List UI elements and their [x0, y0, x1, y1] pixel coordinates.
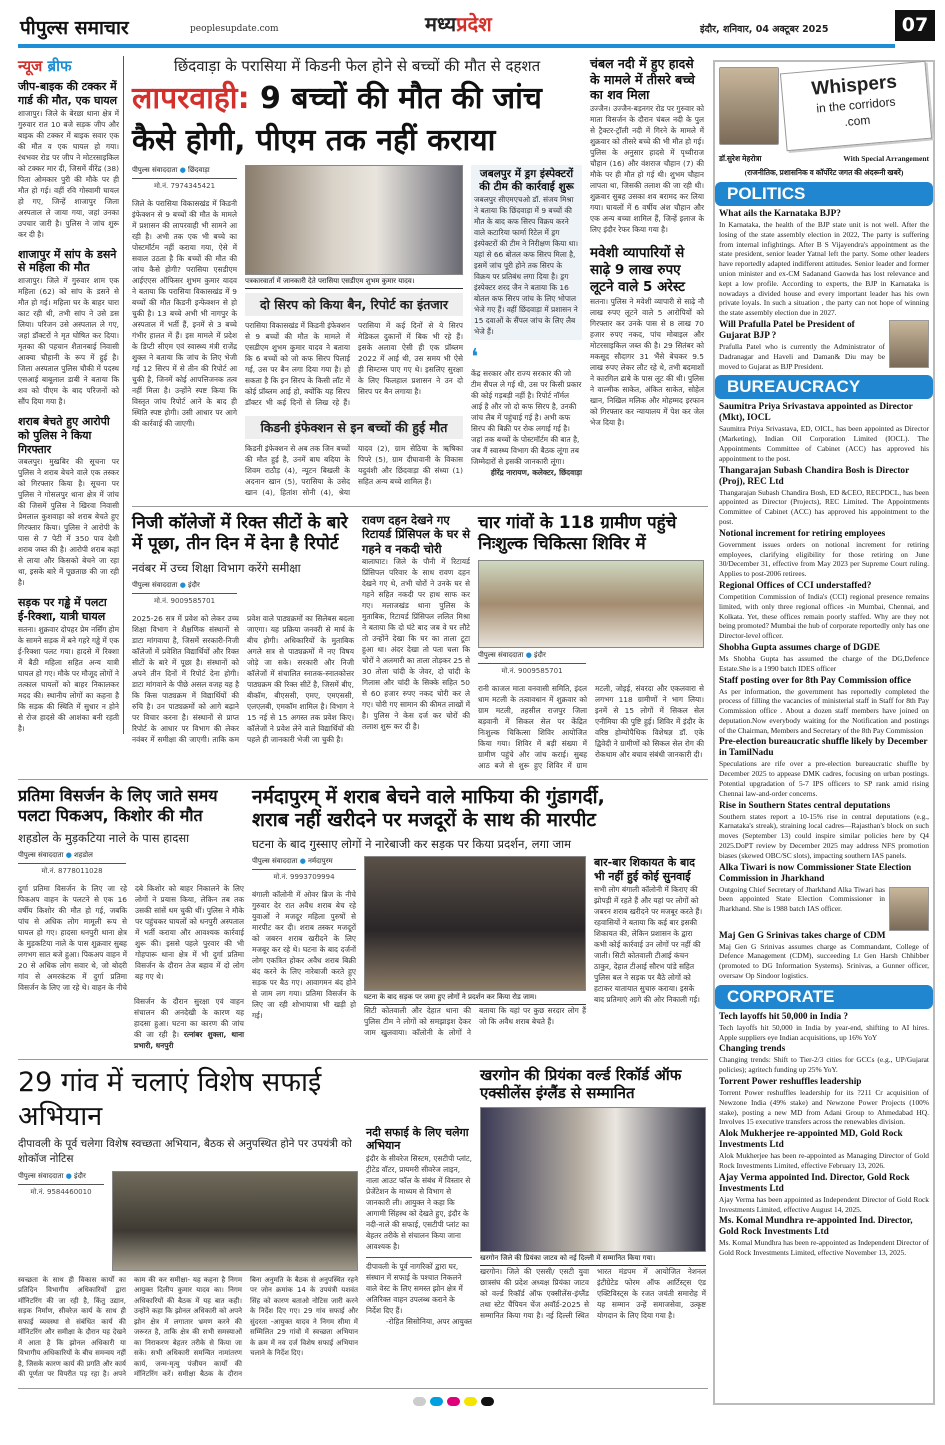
top-right-block [132, 56, 708, 771]
brief-body: जबलपुर। मुखबिर की सूचना पर पुलिस ने शराब बेचने वाले एक तस्कर को गिरफ्तार किया है। सूचना पर पुलिस ने गोसलपुर थाना क्षेत्र में जांच की जिसमें पुलिस ने खिरवा निवासी प्रेमलाल कुशवाहा को शराब बेचते हुए गिरफ्तार किया। पुलिस ने आरोपी के पास से 7 पेटी में 350 पाव देशी शराब जब्त की है। आरोपी शराब कहां से लाया और किसको बेचने जा रहा था, इसके बारे में पूछताछ की जा रही है। [18, 457, 119, 588]
pickup-body: दुर्गा प्रतिमा विसर्जन के लिए जा रहे पिकअप वाहन के पलटने से एक 16 वर्षीय किशोर की मौत हो गई, जबकि पांच से अधिक लोग मामूली रूप से घायल हो गए। हादसा धनपुरी थाना क्षेत्र के मुड़कटिया नाले के पास शुक्रवार सुबह लगभग सात बजे हुआ। पिकअप वाहन में 20 से अधिक लोग सवार थे, जो बोदरी गांव से अमरकंटक में दुर्गा प्रतिमा विसर्जन के लिए जा रहे थे। वाहन के नीचे दबे किशोर को बाहर निकालने के लिए लोगों ने प्रयास किया, लेकिन तब तक उसकी सांसें थम चुकी थीं। पुलिस ने मौके पर पहुंचकर घायलों को धनपुरी अस्पताल में भर्ती कराया और आवश्यक कार्रवाई शुरू की। इससे पहले पुरवार की भी गोहपारू थाना क्षेत्र में भी दुर्गा प्रतिमा विसर्जन के दौरान तेज बहाव में दो लोग बह गए थे। [18, 883, 244, 992]
theft-body: बालाघाट। जिले के पौनी में रिटायर्ड प्रिंसिपल परिवार के साथ रावण दहन देखने गए थे, तभी चोरों ने उनके घर से गहने सहित नकदी पर हाथ साफ कर गए। मलाजखंड थाना पुलिस के मुताबिक, रिटायर्ड प्रिंसिपल ललित मिश्रा ने बताया कि दो घंटे बाद जब वे घर लौटे तो उन्होंने देखा कि घर का ताला टूटा हुआ था। अंदर देखा तो पता चला कि चोरों ने अलमारी का ताला तोड़कर 25 से 30 तोला चांदी के जेवर, दो चांदी के गिलास और चांदी के सिक्के सहित 50 से 60 हजार रुपए नकद चोरी कर ले गए। चोरी गए सामान की कीमत लाखों में है। पुलिस ने केस दर्ज कर चोरों की तलाश शुरू कर दी है। [362, 557, 470, 732]
item-body: Government issues orders on notional increment for retiring employees, clarifying eligibility for those retiring on June 30/December 31, effective from May 2023 per Supreme Court ruling. Applies to post-2006 retirees. [719, 539, 929, 579]
item-title: Torrent Power reshuffles leadership [719, 1077, 862, 1088]
masthead [0, 0, 945, 52]
clean-byline-block [18, 1171, 104, 1204]
footer-rule [18, 1388, 708, 1389]
byline [132, 580, 237, 594]
theft-story [362, 513, 470, 732]
whispers-panel [713, 60, 935, 1405]
item-body: Alok Mukherjee has been re-appointed as Managing Director of Gold Rock Investments Limited, effective February 13, 2026. [719, 1151, 929, 1171]
narmada-center [364, 856, 586, 1038]
section-politics: POLITICS [715, 182, 933, 206]
brief-title: शराब बेचते हुए आरोपी को पुलिस ने किया गिरफ्तार [18, 415, 110, 456]
registration-marks [18, 1397, 708, 1406]
quote-attribution: -रोहित सिसोनिया, अपर आयुक्त [386, 1317, 472, 1326]
award-photo [480, 1107, 706, 1252]
item-title: Alka Tiwari is now Commissioner State Election Commission in Jharkhand [719, 862, 912, 884]
narmada-body: बंगाली कॉलोनी में ओवर ब्रिज के नीचे गुरुवार देर रात अवैध शराब बेच रहे युवाओं ने मजदूर महिला पुरुषों से मारपीट कर दी। शराब तस्कर मजदूरों को जबरन शराब खरीदने के लिए मजबूर कर रहे थे। घटना के बाद दर्जनों लोग एकत्रित होकर अवैध शराब बिक्री बंद करने के लिए नारेबाजी करते हुए सड़क पर बैठ गए। आवागमन बंद होने से जाम लग गया। प्रतिमा विसर्जन के लिए जा रही शोभायात्रा भी खड़ी हो गई। [252, 890, 356, 1020]
website-url[interactable]: peoplesupdate.com [190, 24, 279, 34]
chambal-body: उज्जैन। उज्जैन-बड़नगर रोड पर गुरुवार को माता विसर्जन के दौरान चंबल नदी के पुल से ट्रैक्टर-ट्रॉली नदी में गिरने के मामले में शुक्रवार को तीसरे बच्चे की भी मौत हो गई। पुलिस के अनुसार हादसे में पृथ्वीराज चौहान (16) और वंशराज चौहान (7) की मौके पर ही मौत हो गई थी। शुभम चौहान लापता था, जिसकी तलाश की जा रही थी। शुक्रवार सुबह उसका शव बरामद कर लिया गया। घायलों में 6 वर्षीय अंश चौहान और एक अन्य बच्चा शामिल हैं, जिन्हें इलाज के लिए इंदौर रेफर किया गया है। [590, 103, 704, 234]
item-title: Rise in Southern States central deputations [719, 800, 891, 811]
robbery-body: सतना। पुलिस ने मवेशी व्यापारी से साढ़े नौ लाख रुपए लूटने वाले 5 आरोपियों को गिरफ्तार कर उनके पास से 8 लाख 70 हजार रुपए नकद, पांच मोबाइल और मोटरसाइकिल जब्त की है। 29 सितंबर को मकसूद सौदागर 31 भैंसे बेचकर 9.5 लाख रुपए लेकर लौट रहे थे, तभी बदमाशों ने कारगिल ढाबे के पास लूट की थी। पुलिस ने वाल्मीक साकेत, अंकित साकेत, सोहेल खान, निखिल मलिक और मोहम्मद इरफान को गिरफ्तार कर न्यायालय में पेश कर जेल भेज दिया है। [590, 296, 704, 427]
photo-caption: पत्रकारवार्ता में जानकारी देते परासिया एसडीएम शुभम कुमार यादव। [245, 275, 463, 289]
author-row [719, 153, 929, 164]
narmadapuram-story [252, 786, 708, 1039]
byline-name: पीपुल्स संवाददाता [132, 166, 178, 174]
dot-icon: ● [179, 166, 186, 174]
college-subtitle: नवंबर में उच्च शिक्षा विभाग करेंगे समीक्षा [132, 560, 301, 575]
lead-headline-line1 [132, 80, 582, 118]
byline-place: नर्मदापुरम [308, 857, 333, 865]
item-body: Maj Gen G Srinivas assumes charge as Commandant, College of Defence Management (CDM), succeeding Lt Gen Harsh Chhibber (promoted to DG Information Systems). Srinivas, a Gunner officer, oversaw Op Sindoor logistics. [719, 941, 929, 981]
cyan-mark [430, 1397, 443, 1406]
clean-head-row [18, 1171, 358, 1271]
narmada-sidebar [594, 856, 704, 1005]
pickup-title: प्रतिमा विसर्जन के लिए जाते समय पलटा पिकअप, किशोर की मौत [18, 785, 218, 825]
row-four [18, 1059, 708, 1380]
narmada-title-2: शराब नहीं खरीदने पर मजदूरों के साथ की मारपीट [252, 809, 596, 832]
item-body: Saumitra Priya Srivastava, ED, OICL, has been appointed as Director (Marketing), Indian Oil Corporation Limited (IOCL). The Appointments Committee of Cabinet (ACC) has approved his appointment to the post. [719, 424, 929, 463]
byline-place: इंदौर [74, 1171, 86, 1180]
author-name: डॉ.सुरेश मेहरोत्रा [719, 154, 762, 163]
mobile-number: मो.नं. 8778011028 [41, 866, 103, 875]
camp-photo [478, 560, 704, 648]
item-body: Ms. Komal Mundhra has been re-appointed as Independent Director of Gold Rock Investments Limited, effective November 13, 2025. [719, 1238, 929, 1258]
drug-inspector-title: जबलपुर में ड्रग इंस्पेक्टरों की टीम की कार्रवाई शुरू [479, 168, 574, 194]
item-body: Prafulla Patel who is currently the Administrator of Dadranagar and Haveli and Daman& Diu may be moved to Gujarat as BJP President. [719, 341, 885, 371]
section-corporate: CORPORATE [715, 985, 933, 1009]
item-body: Ms Shobha Gupta has assumed the charge of the DG,Defence Estate.She is a 1990 batch IDES officer [719, 653, 929, 673]
pickup-subtitle: शहडोल के मुड़कटिया नाले के पास हादसा [18, 830, 190, 845]
item-title: Notional increment for retiring employees [719, 528, 886, 539]
narmada-col-1 [252, 856, 356, 1021]
black-mark [481, 1397, 494, 1406]
theft-title: रावण दहन देखने गए रिटायर्ड प्रिंसिपल के घर से गहने व नकदी चोरी [362, 513, 471, 556]
lead-headline-red: लापरवाही: [132, 81, 250, 116]
byline-place: इंदौर [188, 580, 200, 589]
chambal-title: चंबल नदी में हुए हादसे के मामले में तीसरे बच्चे का शव मिला [590, 56, 695, 103]
item-title: Changing trends [719, 1044, 786, 1055]
lead-story [132, 56, 582, 498]
item-body: Speculations are rife over a pre-election bureaucratic shuffle by December 2025 to appease DMK cadres, focusing on urban postings. Potential upgradation of 5-7 IPS officers to SP rank amid rising Chennai law-and-order concerns. [719, 759, 929, 798]
section-title-b: प्रदेश [456, 12, 492, 36]
masthead-rule [18, 44, 895, 48]
top-block [18, 56, 708, 771]
photo-caption: खरगोन जिले की प्रियंका जाटव को नई दिल्ली में सम्मानित किया गया। [480, 1252, 706, 1266]
lead-body: जिले के परासिया विकासखंड में किडनी इंफेक्शन से 9 बच्चों की मौत के मामले में प्रशासन की लापरवाही भी सामने आ रही है। अभी तक एक भी बच्चे का पोस्टमॉर्टम नहीं कराया गया, ऐसे में सवाल उठता है कि बच्चों की मौत की जांच कैसे होगी? परासिया एसडीएम आईएएस ऑफिसर शुभम कुमार यादव ने बताया कि परासिया विकासखंड में 9 बच्चों की मौत किडनी इन्फेक्शन से हो चुकी है। 13 बच्चे अभी भी नागपुर के अस्पताल में भर्ती हैं, इनमें से 3 बच्चे गंभीर हालत में हैं। इस मामले में प्रदेश के डिप्टी सीएम एवं स्वास्थ्य मंत्री राजेंद्र शुक्ल ने बताया कि जांच के लिए भेजी गई 12 सिरप में से तीन की रिपोर्ट आ चुकी है, जिनमें कोई आपत्तिजनक तत्व नहीं मिला है। उन्होंने स्पष्ट किया कि विस्तृत जांच रिपोर्ट आने के बाद ही स्थिति स्पष्ट होगी। उसी आधार पर आगे की कार्रवाई की जाएगी। [132, 199, 237, 428]
page-number: 07 [895, 10, 935, 41]
item-title: Maj Gen G Srinivas takes charge of CDM [719, 930, 886, 941]
khargone-title: खरगोन की प्रियंका वर्ल्ड रिकॉर्ड ऑफ एक्सीलेंस इंग्लैंड से सम्मानित [480, 1065, 682, 1103]
brand-2: in the corridors [815, 94, 897, 116]
magenta-mark [447, 1397, 460, 1406]
byline-place: छिंदवाड़ा [188, 166, 210, 174]
gray-mark [413, 1397, 426, 1406]
clean-quote [366, 1257, 472, 1327]
label-b: ब्रीफ [47, 57, 72, 75]
item-title: Pre-election bureaucratic shuffle likely by December in TamilNadu [719, 737, 928, 759]
narmada-columns [252, 856, 708, 1038]
item-title: Alok Mukherjee re-appointed MD, Gold Rock Investments Ltd [719, 1129, 903, 1151]
item-body: Torrent Power reshuffles leadership for its ?211 Cr acquisition of Newzone India (49% stake) and Newzone Power Projects (100% stake), posting a new MD from Adani Group to Ahmedabad HQ. Involves 15 executive transfers across the renewables division. [719, 1088, 929, 1127]
byline [252, 856, 356, 870]
clean-subtitle: दीपावली के पूर्व चलेगा विशेष स्वच्छता अभियान, बैठक से अनुपस्थित होने पर उपयंत्री को शोकॉज नोटिस [18, 1137, 352, 1165]
khargone-story [480, 1066, 706, 1322]
byline-name: पीपुल्स संवाददाता [478, 650, 524, 659]
whispers-logo [780, 61, 932, 151]
river-body: इंदौर के सीवरेज सिस्टम, एसटीपी प्लांट, ट्रीटेड वॉटर, प्रायमरी सीवरेज लाइन, नाला आउट फॉल के संबंध में विस्तार से प्रेजेंटेशन के माध्यम से विभाग से जानकारी ली। आयुक्त ने कहा कि आगामी सिंहस्थ को देखते हुए, इंदौर के नदी-नाले की सफाई, एसटीपी प्लांट का बेहतर तरीके से संचालन किया जाना आवश्यक है। [366, 1154, 472, 1251]
brief-title: सड़क पर गड्ढे में पलटा ई-रिक्शा, यात्री घायल [18, 596, 107, 623]
quote-body: केंद्र सरकार और राज्य सरकार की जो टीम सैंपल ले गई थी, उस पर किसी प्रकार की कोई गड़बड़ी नहीं है। रिपोर्ट नॉर्मल आई है और जो दो कफ सिरप है, उनकी जांच लैब में पहुंचाई गई है। अभी कफ सिरप की बिक्री पर रोक लगाई गई है। जहां तक बच्चों के पोस्टमॉर्टम की बात है, जब मैं स्वास्थ्य विभाग की बैठक लूंगा तब जिम्मेदारों से इसकी जानकारी लूंगा। [471, 369, 582, 467]
lead-columns [132, 165, 582, 498]
byline [18, 1171, 104, 1185]
item-body: As per information, the government has reportedly completed the process of filling the vacancies of ministerial staff in Staff for 8th Pay Commission office . About a dozen staff members have joined on deputation.Now everybody waiting for the Notification and postings of the Chairman, Members and Secretary of the 8th Pay Commission [719, 686, 929, 735]
whispers-tagline: (राजनीतिक, प्रशासनिक व कॉर्पोरेट जगत की अंदरूनी खबरें) [744, 168, 904, 177]
clean-body: स्वच्छता के साथ ही विकास कार्यों का प्रतिदिन विभागीय अधिकारियों द्वारा मॉनिटरिंग की जा रही है, किंतु उद्यान, सड़क निर्माण, सीवरेज कार्य के साथ ही सफाई व्यवस्था से संबंधित कार्य की मॉनिटरिंग और समीक्षा के दौरान यह देखने में आता है कि झोनल अधिकारी या विभागीय अधिकारियों के बीच समन्वय नहीं है, जिसके कारण कार्य की प्रगति और कार्य की पूर्णता पर विपरीत पड़ रहा है। अपने काम की कर समीक्षा- यह कहना है निगम आयुक्त दिलीप कुमार यादव का। निगम अधिकारियों की बैठक में यह बात कही। उन्होंने कहा कि झोनल अधिकारी को अपने झोन क्षेत्र में लगातार भ्रमण करने की जरूरत है, ताकि क्षेत्र की सभी समस्याओं का निराकरण बेहतर तरीके से किया जा सके। सभी अधिकारी समन्वित नामांतरण कार्य, जन्म-मृत्यु पंजीयन कार्यों की मॉनिटरिंग करें। समीक्षा बैठक के दौरान बिना अनुमति के बैठक से अनुपस्थित रहने पर जोन क्रमांक 14 के उपयंत्री यशवंत सिंह को कारण बताओ नोटिस जारी करने के निर्देश दिए गए। 29 गांव सफाई और सुंदरता -आयुक्त यादव ने निगम सीमा में सम्मिलित 29 गांवों में स्वच्छता अभियान के क्रम में नव दर्ज विशेष सफाई अभियान चलाने के निर्देश दिए। [18, 1275, 358, 1378]
dot-icon: ● [299, 857, 306, 865]
byline-name: पीपुल्स संवाददाता [132, 580, 178, 589]
news-brief-column [18, 56, 124, 734]
brand-1: Whispers [810, 71, 898, 100]
lead-center [245, 165, 463, 498]
mobile-number: मो.नं. 9584460010 [30, 1187, 92, 1196]
camp-body: रानी काजल माता वनवासी समिति, इंदल धाम मटली के तत्वावधान में शुक्रवार को ग्राम मटली, तहसील राजपुर जिला बड़वानी में सिकल सेल पर केंद्रित निःशुल्क चिकित्सा शिविर आयोजित किया गया। शिविर में बड़ी संख्या में ग्रामीण पहुंचे और जांच कराई। सुबह आठ बजे से शुरू हुए शिविर में ग्राम मटली, जोइई, संवरदा और एकलवारा से लगभग 118 ग्रामीणों ने भाग लिया। इनमें से 15 लोगों में सिकल सेल एनीमिया की पुष्टि हुई। शिविर में इंदौर के वरिष्ठ होम्योपैथिक विशेषज्ञ डॉ. एके द्विवेदी ने ग्रामीणों को सिकल सेल रोग की रोकथाम और बचाव संबंधी जानकारी दी। [478, 683, 704, 770]
collector-quote [471, 345, 582, 478]
main-content [18, 56, 708, 1412]
item-body: Changing trends: Shift to Tier-2/3 cities for GCCs (e.g., UP/Gujarat policies); agritech funding up 25% YoY. [719, 1055, 929, 1075]
row-two [132, 506, 708, 771]
item-title: Will Prafulla Patel be President of Gujarat BJP ? [719, 319, 855, 341]
clean-title: 29 गांव में चलाएं विशेष सफाई अभियान [18, 1066, 322, 1132]
item-title: Shobha Gupta assumes charge of DGDE [719, 642, 880, 653]
quote-attribution: हीरेंद्र नारायण, कलेक्टर, छिंदवाड़ा [490, 468, 582, 478]
dot-icon: ● [65, 850, 72, 859]
right-column [590, 56, 704, 428]
row-three [18, 779, 708, 1051]
complaint-title: बार-बार शिकायत के बाद भी नहीं हुई कोई सुनवाई [594, 856, 696, 883]
quote-attribution: रत्नांबर शुक्ला, थाना प्रभारी, धनपुरी [134, 1029, 244, 1050]
robbery-title: मवेशी व्यापारियों से साढ़े 9 लाख रुपए लूटने वाले 5 अरेस्ट [590, 244, 685, 295]
mobile-number: मो.नं. 9993709994 [273, 873, 335, 881]
quote-icon: ❛ [471, 345, 479, 371]
byline [132, 165, 237, 179]
drug-inspector-body: जबलपुर सीएमएचओ डॉ. संजय मिश्रा ने बताया कि छिंदवाड़ा में 9 बच्चों की मौत के बाद कफ सिरप विक्रय करने वाले कटारिया फार्मा रिटेल में ड्रग इंस्पेक्टरों की टीम ने निरीक्षण किया था। यहां से 66 बोतल कफ सिरप मिला है, इसमें जांच पूरी होने तक सिरप के विक्रय पर प्रतिबंध लगा दिया है। ड्रग इंस्पेक्टर शरद जैन ने बताया कि 16 बोतल कफ सिरप जांच के लिए भोपाल भेजे गए हैं। वहीं छिंदवाड़ा में प्रशासन ने 15 दवाओं के सैंपल जांच के लिए लैब भेजे हैं। [474, 195, 579, 337]
byline [478, 650, 586, 664]
river-cleaning-box [366, 1066, 472, 1328]
byline-place: शहडोल [74, 850, 93, 859]
photo-caption: घटना के बाद सड़क पर जमा हुए लोगों ने प्रदर्शन कर किया रोड जाम। [364, 991, 586, 1005]
cleanliness-story [18, 1066, 358, 1380]
press-conference-photo [245, 165, 463, 275]
dot-icon: ● [525, 650, 532, 659]
yellow-mark [464, 1397, 477, 1406]
news-brief-label [18, 56, 119, 76]
byline-name: पीपुल्स संवाददाता [18, 850, 64, 859]
item-body: Tech layoffs hit 50,000 in India by year-end, shifting to AI hires. Apple suppliers eye Indian acquisitions, up 16% YoY [719, 1022, 929, 1042]
arrangement-note: With Special Arrangement [843, 154, 929, 163]
lead-column-1 [132, 165, 237, 429]
drug-inspector-box [471, 165, 582, 340]
item-title: Ajay Verma appointed Ind. Director, Gold Rock Investments Ltd [719, 1172, 910, 1194]
brief-body: शाजापुर। जिले में गुरुवार शाम एक महिला (62) को सांप के डसने से मौत हो गई। महिला घर के बाहर चारा काट रही थी, तभी सांप ने उसे डस लिया। परिजन उसे अस्पताल ले गए, जहां डॉक्टरों ने मृत घोषित कर दिया। मृतका की पहचान शैतानबाई निवासी आक्या चौहानी के रूप में हुई है। जिला अस्पताल पुलिस चौकी में पदस्थ एसआई बाबूलाल डाबी ने बताया कि शव को पीएम के बाद परिजनों को सौंप दिया गया है। [18, 276, 119, 406]
complaint-body: सभी लोग बंगाली कॉलोनी में किराए की झोपड़ी में रहते हैं और यहां पर लोगों को जबरन शराब खरीदने पर मजबूर करते हैं। रहवासियों ने बताया कि कई बार इसकी शिकायत की, लेकिन प्रशासन के द्वारा कभी कोई कार्रवाई उन लोगों पर नहीं की जाती। सिटी कोतवाली टीआई कंचन ठाकुर, देहात टीआई सौरभ पांडे सहित पुलिस बल ने सड़क पर बैठे लोगों को हटाकर यातायात सुचारु कराया। इसके बाद प्रतिमाएं आगे की ओर निकाली गई। [594, 884, 703, 1004]
camp-story [478, 513, 704, 771]
college-body: 2025-26 सत्र में प्रवेश को लेकर उच्च शिक्षा विभाग ने शैक्षणिक संस्थानों से डाटा मांगवाया है, जिसमें सरकारी-निजी कॉलेजों में प्रवेशित विद्यार्थियों और रिक्त सीटों के बारे में पूछा है। संस्थानों को अपने तीन दिनों में रिपोर्ट देना होगी। डाटा मांगवाने के पीछे असल वजह यह है कि किस पाठ्यक्रम में विद्यार्थियों की रुचि है। उन पाठ्यक्रमों को आगे बढ़ाने पर विचार करना है। संस्थानों से प्राप्त रिपोर्ट के आधार पर विभाग की लेकर नवंबर में समीक्षा की जाएगी। ताकि कम प्रवेश वाले पाठ्यक्रमों का सिलेबस बदला जाएगा। यह प्रक्रिया जनवरी से मार्च के बीच होगी। अधिकारियों के मुताबिक अगले सत्र से पाठ्यक्रमों में नए विषय जोड़े जा सके। सरकारी और निजी कॉलेजों में संचालित स्नातक-स्नातकोत्तर पाठ्यक्रम की रिक्त सीटें है, जिसमें बीए, बीकॉम, बीएससी, एमए, एमएससी, एलएलबी, एमकॉम शामिल है। विभाग ने 15 नई से 15 अगस्त तक प्रवेश किए। कॉलेजों ने प्रवेश लेने वाले विद्यार्थियों की पहले ही जानकारी भेजी जा चुकी है। [132, 613, 354, 744]
lead-headline-2: कैसे होगी, पीएम तक नहीं कराया [132, 122, 496, 158]
section-title [425, 10, 492, 37]
lead-kicker: छिंदवाड़ा के परासिया में किडनी फेल होने से बच्चों की मौत से दहशत [173, 57, 541, 75]
author-photo [719, 67, 779, 145]
byline-name: पीपुल्स संवाददाता [252, 857, 298, 865]
item-title: Thangarajan Subash Chandira Bosh is Director (Proj), REC Ltd [719, 465, 910, 487]
lead-headline-1: 9 बच्चों की मौत की जांच [260, 81, 542, 116]
brief-title: शाजापुर में सांप के डसने से महिला की मौत [18, 247, 117, 275]
dot-icon: ● [179, 580, 186, 589]
children-died-body: किडनी इंफेक्शन से अब तक जिन बच्चों की मौत हुई है, उनमें बाघ बदिया के शिवम राठौड़ (4), न्यूटन बिखली के अदनान खान (5), परासिया के उसेद खान (4), हितांश सोनी (4), श्रेया यादव (2), ग्राम सेठिया के ऋषिका पिपरे (5), ग्राम दीघावानी के विकास यदुवंशी और छिंदवाड़ा की संध्या (1) सहित अन्य बच्चे शामिल हैं। [245, 444, 463, 497]
item-body: In Karnataka, the health of the BJP state unit is not well. After the losing of the state assembly election in 2022, The party is suffering from internal infightings. After B S Vijayendra's appointment as the state president, senior leader Yatnal left the party. Some other leaders have reportedly adapted indifferent attitudes. Senior leader and former union minister and ex-CM Sadanand Gaowda has lost relevance and kept a low profile. According to experts, the BJP in Karnataka is nowadays a divided house and every important leader has his own private loyals. In such a situation , the party can not hope of winning the state assembly election due in 2027. [719, 220, 929, 318]
brand-3: .com [843, 112, 871, 130]
mobile-number: मो.नं. 7974345421 [153, 182, 216, 190]
subhead-children-died: किडनी इंफेक्शन से इन बच्चों की हुई मौत [245, 416, 463, 439]
brief-body: सतना। शुक्रवार दोपहर प्रेम नर्सिंग होम के सामने सड़क में बने गहरे गड्ढे में एक ई-रिक्शा पलट गया। हादसे में रिक्शा में बैठी महिला सहित अन्य यात्री घायल हो गए। मौके पर मौजूद लोगों ने तत्काल घायलों को बाहर निकालकर मदद की। स्थानीय लोगों का कहना है कि सड़क की स्थिति में सुधार न होने से रोज हादसे की आशंका बनी रहती है। [18, 624, 119, 733]
narmada-subtitle: घटना के बाद गुस्साए लोगों ने नारेबाजी कर सड़क पर किया प्रदर्शन, लगा जाम [252, 837, 571, 851]
pickup-quote [18, 996, 244, 1051]
item-title: Regional Offices of CCI understaffed? [719, 580, 872, 591]
cleanliness-photo [112, 1171, 358, 1271]
lead-sidebar [471, 165, 582, 478]
newspaper-logo: पीपुल्स समाचार [20, 17, 129, 39]
item-body: Ajay Verma has been appointed as Independent Director of Gold Rock Investments Limited, effective August 14, 2025. [719, 1194, 929, 1214]
item-body: Outgoing Chief Secretary of Jharkhand Alka Tiwari has been appointed State Election Commissioner in Jharkhand. She is 1988 batch IAS officer. [719, 884, 885, 914]
byline [18, 850, 126, 864]
narmada-title-1: नर्मदापुरम् में शराब बेचने वाले माफिया की गुंडागर्दी, [252, 785, 605, 808]
mobile-number: मो.नं. 9009585701 [153, 596, 216, 605]
item-title: Saumitra Priya Srivastava appointed as Director (Mkt), IOCL [719, 402, 913, 424]
whispers-header [719, 65, 929, 147]
item-body: Competition Commission of India's (CCI) regional presence remains limited, with only three regional offices -in Mumbai, Chennai, and Kolkata. Yet, these offices remain poorly staffed. Why are they not being promoted? Mumbai the hub of corporate reportedly only has one Director-level officer. [719, 591, 929, 641]
item-body: Southern states report a 10-15% rise in central deputations (e.g., Karnataka's streak), straining local cadres—Rajasthan's block on such moves (September 13) could inspire similar policies here by Q4 2025.DoPT review by December 2025 may address NFS promotion biases (skewed OBC/SC slots), impacting southern IAS panels. [719, 811, 929, 860]
byline-place: इंदौर [534, 650, 546, 659]
camp-title: चार गांवों के 118 ग्रामीण पहुंचे निःशुल्क चिकित्सा शिविर में [478, 513, 677, 555]
quote-body: दीपावली के पूर्व नागरिकों द्वारा घर, संस्थान में सफाई के पश्चात निकलने वाले वेस्ट के लिए समस्त झोन क्षेत्र में अतिरिक्त वाहन उपलब्ध कराने के निर्देश दिए हैं। [366, 1262, 463, 1315]
prafulla-patel-photo [889, 320, 929, 368]
alka-tiwari-photo [889, 887, 929, 931]
section-bureaucracy: BUREAUCRACY [715, 375, 933, 399]
narmada-body-2: सिटी कोतवाली और देहात थाना की पुलिस टीम ने लोगों को समझाइश देकर जाम खुलवाया। कॉलोनी के लोगों ने बताया कि यहां पर कुछ सरदार लोग हैं जो कि अवैध शराब बेचते हैं। [364, 1006, 586, 1037]
subhead-syrup-ban: दो सिरप को किया बैन, रिपोर्ट का इंतजार [245, 293, 463, 316]
brief-body: शाजापुर। जिले के बेरछा थाना क्षेत्र में गुरुवार रात 10 बजे सड़क जीप और बाइक की टक्कर में बाइक सवार एक की मौत व एक घायल हो गया। रंथभवर रोड पर जीप ने मोटरसाइकिल को टक्कर मार दी, जिसमें वीरेंद्र (38) पिता ओमकार पुरी की मौके पर ही मौत हो गई। वहीं रवि गोस्वामी घायल हो गए, जिन्हें शाजापुर जिला अस्पताल ले जाया गया, जहां उनका उपचार जारी है। पुलिस ने जांच शुरू कर दी है। [18, 108, 119, 239]
syrup-ban-body: परासिया विकासखंड में किडनी इंफेक्शन से 9 बच्चों की मौत के मामले में एसडीएम शुभम कुमार यादव ने बताया कि 6 बच्चों को जो कफ सिरप पिलाई गई, उस पर बैन लगा दिया गया है। हो सकता है कि इन सिरप के किसी लॉट में कोई प्रॉब्लम आई हो, क्योंकि यह सिरप डॉक्टर भी कई दिनों से लिख रहे हैं। परासिया में कई दिनों से ये सिरप मेडिकल दुकानों में बिक भी रहे हैं। इसके अलावा ऐसी ही एक प्रॉब्लम 2022 में आई थी, उस समय भी ऐसे ही सिम्टम्स पाए गए थे। इसलिए सुरक्षा के लिए फिलहाल प्रशासन ने उन दो सिरप पर बैन लगाया है। [245, 321, 463, 407]
label-a: न्यूज [18, 57, 43, 75]
quote-body: विसर्जन के दौरान सुरक्षा एवं वाहन संचालन की अनदेखी के कारण यह हादसा हुआ। घटना का कारण की जांच की जा रही है। [134, 996, 244, 1039]
college-story [132, 513, 354, 745]
section-title-a: मध्य [425, 12, 457, 36]
mobile-number: मो.नं. 9009585701 [501, 666, 563, 675]
protest-photo [364, 856, 586, 991]
college-title: निजी कॉलेजों में रिक्त सीटों के बारे में पूछा, तीन दिन में देना है रिपोर्ट [132, 513, 348, 555]
khargone-body: खरगोन। जिले की एससी/ एसटी युवा छात्रसंघ की प्रदेश अध्यक्ष प्रियंका जाटव को वर्ल्ड रिकॉर्ड ऑफ एक्सीलेंस-इंग्लैंड तथा स्टेट चैंपियन चेंज अवॉर्ड-2025 से सम्मानित किया गया है। नई दिल्ली स्थित भारत मंडपम में आयोजित नेशनल इंटीग्रेटेड फोरम ऑफ आर्टिस्ट्स एंड एक्टिविस्ट्स के रजत जयंती समारोह में यह सम्मान उन्हें समाजसेवा, उत्कृष्ट योगदान के लिए दिया गया है। [480, 1267, 706, 1320]
brief-title: जीप-बाइक की टक्कर में गार्ड की मौत, एक घायल [18, 80, 118, 107]
river-title: नदी सफाई के लिए चलेगा अभियान [366, 1125, 469, 1153]
item-title: What ails the Karnataka BJP? [719, 209, 841, 219]
item-title: Ms. Komal Mundhra re-appointed Ind. Director, Gold Rock Investments Ltd [719, 1216, 913, 1238]
dot-icon: ● [65, 1171, 72, 1180]
edition-date: इंदौर, शनिवार, 04 अक्टूबर 2025 [700, 24, 829, 35]
byline-name: पीपुल्स संवाददाता [18, 1171, 64, 1180]
item-title: Tech layoffs hit 50,000 in India ? [719, 1011, 849, 1022]
row-lead [132, 56, 708, 498]
pickup-story [18, 786, 244, 1051]
item-title: Staff posting over for 8th Pay Commission office [719, 675, 912, 686]
item-body: Thangarajan Subash Chandira Bosh, ED &CEO, RECPDCL, has been appointed as Director (Projects), REC Limited. The Appointments Committee of Cabinet (ACC) has approved his appointment to the post. [719, 487, 929, 526]
